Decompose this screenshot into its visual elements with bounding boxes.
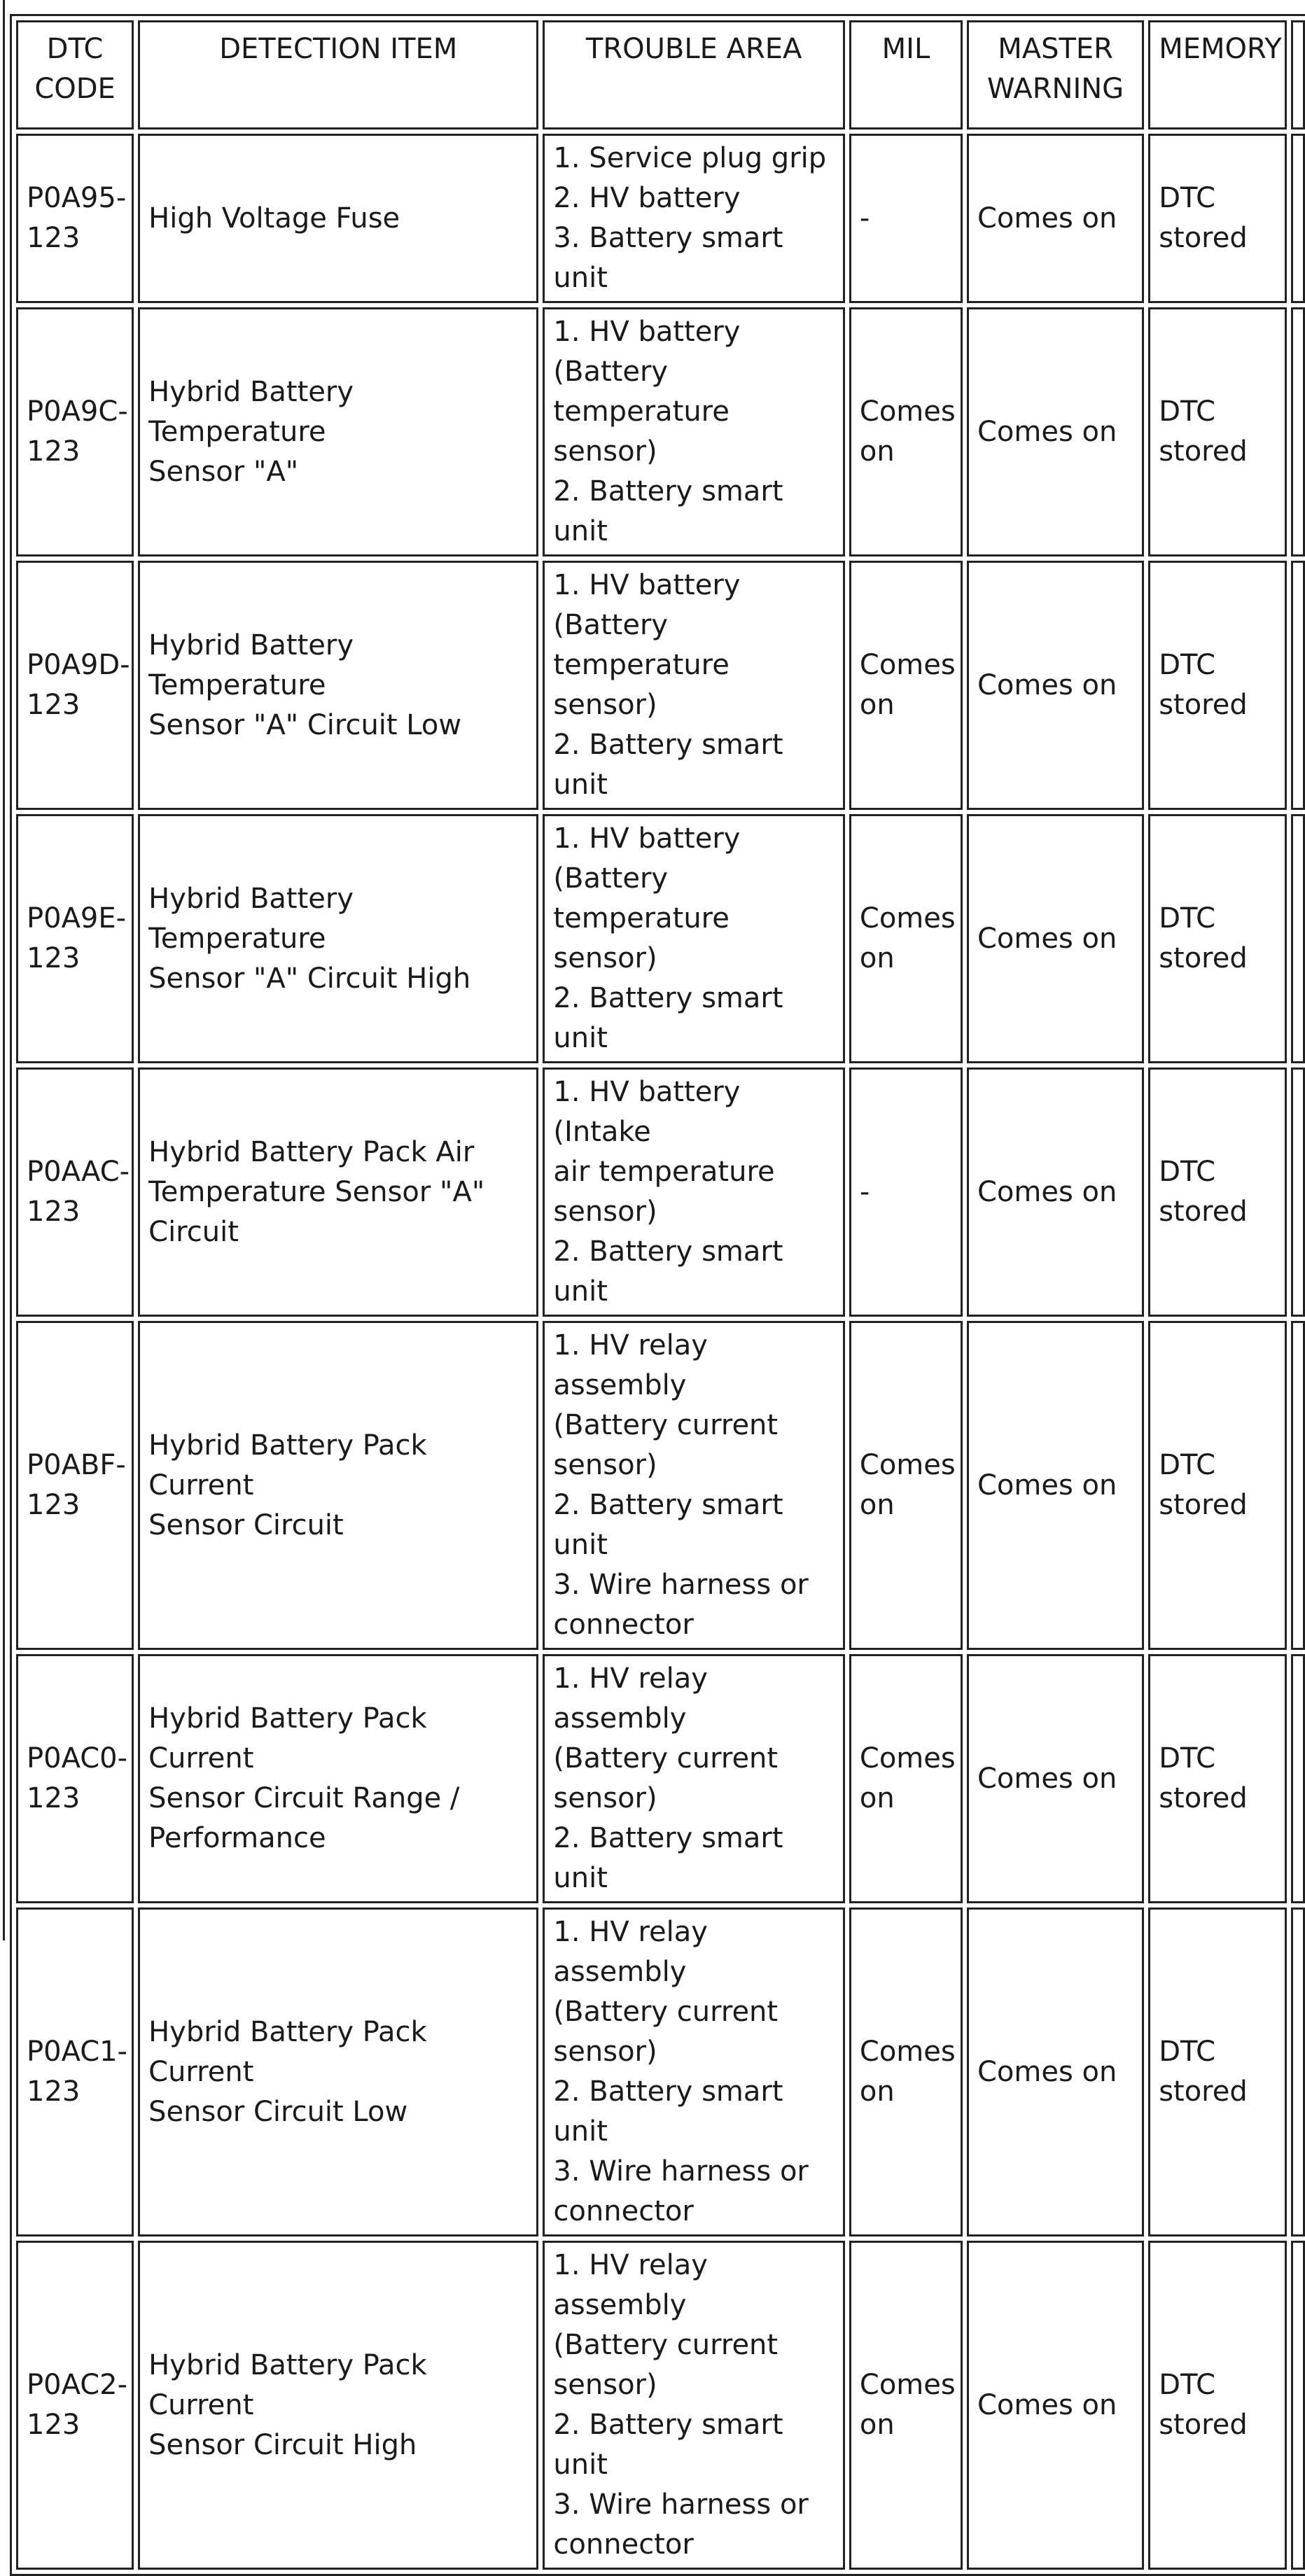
table-row: [16, 307, 1305, 556]
table-row: [16, 1654, 1305, 1903]
cell-master-warning: Comes on: [967, 307, 1144, 556]
cell-trouble-area: 1. HV battery (Battery temperature sensor) 2. Battery smart unit: [543, 814, 844, 1063]
cell-detection-item: Hybrid Battery Temperature Sensor "A" Circuit Low: [138, 561, 538, 810]
cell-mil: Comes on: [849, 1654, 963, 1903]
cell-dtc-code: P0AAC- 123: [16, 1068, 134, 1317]
header-row: [16, 20, 1305, 130]
cell-dtc-code: P0AC2- 123: [16, 2241, 134, 2570]
cell-dtc-code: P0A9C- 123: [16, 307, 134, 556]
table-body: [16, 134, 1305, 2570]
cell-memory: DTC stored: [1148, 561, 1287, 810]
cell-trouble-area: 1. HV relay assembly (Battery current sensor) 2. Battery smart unit 3. Wire harness or connector: [543, 1321, 844, 1650]
cell-master-warning: Comes on: [967, 2241, 1144, 2570]
cell-detection-item: Hybrid Battery Pack Current Sensor Circuit Low: [138, 1907, 538, 2236]
cell-master-warning: Comes on: [967, 1321, 1144, 1650]
cell-cut-column: [1291, 561, 1305, 810]
cell-master-warning: Comes on: [967, 814, 1144, 1063]
cell-trouble-area: 1. HV relay assembly (Battery current sensor) 2. Battery smart unit 3. Wire harness or connector: [543, 1907, 844, 2236]
left-border-line: [3, 0, 5, 1940]
cell-trouble-area: 1. Service plug grip 2. HV battery 3. Battery smart unit: [543, 134, 844, 303]
cell-memory: DTC stored: [1148, 307, 1287, 556]
cell-detection-item: Hybrid Battery Temperature Sensor "A" Circuit High: [138, 814, 538, 1063]
cell-detection-item: Hybrid Battery Pack Current Sensor Circuit: [138, 1321, 538, 1650]
cell-mil: Comes on: [849, 1907, 963, 2236]
cell-trouble-area: 1. HV battery (Intake air temperature sensor) 2. Battery smart unit: [543, 1068, 844, 1317]
table-row: [16, 1068, 1305, 1317]
header-master-warning: MASTER WARNING: [967, 20, 1144, 130]
table-row: [16, 814, 1305, 1063]
cell-master-warning: Comes on: [967, 1907, 1144, 2236]
cell-mil: Comes on: [849, 814, 963, 1063]
cell-detection-item: High Voltage Fuse: [138, 134, 538, 303]
cell-memory: DTC stored: [1148, 1068, 1287, 1317]
table-row: [16, 1907, 1305, 2236]
header-dtc-code: DTC CODE: [16, 20, 134, 130]
table-row: [16, 561, 1305, 810]
cell-cut-column: [1291, 1654, 1305, 1903]
cell-cut-column: [1291, 307, 1305, 556]
cell-mil: Comes on: [849, 307, 963, 556]
cell-dtc-code: P0AC1- 123: [16, 1907, 134, 2236]
cell-master-warning: Comes on: [967, 134, 1144, 303]
cell-detection-item: Hybrid Battery Temperature Sensor "A": [138, 307, 538, 556]
table-row: [16, 2241, 1305, 2570]
table-row: [16, 1321, 1305, 1650]
cell-cut-column: [1291, 814, 1305, 1063]
cell-master-warning: Comes on: [967, 1654, 1144, 1903]
cell-mil: Comes on: [849, 2241, 963, 2570]
table-row: [16, 134, 1305, 303]
cell-master-warning: Comes on: [967, 561, 1144, 810]
cell-memory: DTC stored: [1148, 814, 1287, 1063]
cell-memory: DTC stored: [1148, 2241, 1287, 2570]
cell-mil: -: [849, 134, 963, 303]
cell-mil: -: [849, 1068, 963, 1317]
cell-mil: Comes on: [849, 1321, 963, 1650]
cell-cut-column: [1291, 1068, 1305, 1317]
cell-cut-column: [1291, 1321, 1305, 1650]
cell-memory: DTC stored: [1148, 134, 1287, 303]
cell-detection-item: Hybrid Battery Pack Current Sensor Circuit Range / Performance: [138, 1654, 538, 1903]
header-memory: MEMORY: [1148, 20, 1287, 130]
cell-memory: DTC stored: [1148, 1321, 1287, 1650]
cell-dtc-code: P0ABF- 123: [16, 1321, 134, 1650]
cell-cut-column: [1291, 2241, 1305, 2570]
dtc-table: [10, 14, 1305, 2576]
cell-dtc-code: P0A9D- 123: [16, 561, 134, 810]
cell-master-warning: Comes on: [967, 1068, 1144, 1317]
cell-memory: DTC stored: [1148, 1654, 1287, 1903]
cell-detection-item: Hybrid Battery Pack Current Sensor Circuit High: [138, 2241, 538, 2570]
header-trouble-area: TROUBLE AREA: [543, 20, 844, 130]
cell-dtc-code: P0A9E- 123: [16, 814, 134, 1063]
cell-dtc-code: P0AC0- 123: [16, 1654, 134, 1903]
cell-mil: Comes on: [849, 561, 963, 810]
cell-trouble-area: 1. HV relay assembly (Battery current sensor) 2. Battery smart unit: [543, 1654, 844, 1903]
header-mil: MIL: [849, 20, 963, 130]
cell-detection-item: Hybrid Battery Pack Air Temperature Sensor "A" Circuit: [138, 1068, 538, 1317]
header-detection-item: DETECTION ITEM: [138, 20, 538, 130]
cell-trouble-area: 1. HV battery (Battery temperature sensor) 2. Battery smart unit: [543, 561, 844, 810]
cell-cut-column: [1291, 1907, 1305, 2236]
document-page: [10, 14, 1305, 2576]
cell-cut-column: [1291, 134, 1305, 303]
header-cut-column: [1291, 20, 1305, 130]
cell-memory: DTC stored: [1148, 1907, 1287, 2236]
cell-trouble-area: 1. HV battery (Battery temperature sensor) 2. Battery smart unit: [543, 307, 844, 556]
cell-trouble-area: 1. HV relay assembly (Battery current sensor) 2. Battery smart unit 3. Wire harness or connector: [543, 2241, 844, 2570]
cell-dtc-code: P0A95- 123: [16, 134, 134, 303]
